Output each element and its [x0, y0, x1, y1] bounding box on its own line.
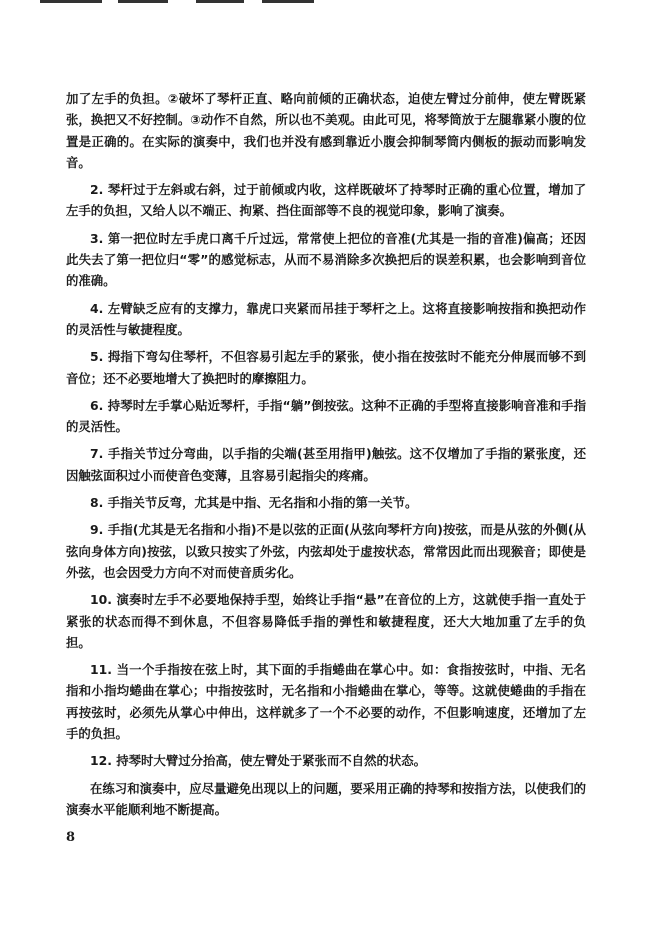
header-rule [262, 0, 314, 3]
paragraph: 3. 第一把位时左手虎口离千斤过远，常常使上把位的音准(尤其是一指的音准)偏高；还因此失去了第一把位归“零”的感觉标志，从而不易消除多次换把后的误差积累，也会影响到音位的准确。 [66, 230, 586, 289]
paragraph: 7. 手指关节过分弯曲，以手指的尖端(甚至用指甲)触弦。这不仅增加了手指的紧张度，还因触弦面积过小而使音色变薄，且容易引起指尖的疼痛。 [66, 446, 586, 483]
paragraph: 9. 手指(尤其是无名指和小指)不是以弦的正面(从弦向琴杆方向)按弦，而是从弦的外侧(从弦向身体方向)按弦，以致只按实了外弦，内弦却处于虚按状态，常常因此而出现猴音；即使是外弦，也会因受力方向不对而使音质劣化。 [66, 522, 586, 580]
header-rule [40, 0, 102, 3]
page-number: 8 [66, 830, 76, 845]
paragraph: 8. 手指关节反弯，尤其是中指、无名指和小指的第一关节。 [90, 495, 418, 511]
header-rules [0, 0, 655, 6]
paragraph: 12. 持琴时大臂过分抬高，使左臂处于紧张而不自然的状态。 [90, 753, 427, 769]
header-rule [118, 0, 168, 3]
paragraph: 2. 琴杆过于左斜或右斜，过于前倾或内收，这样既破坏了持琴时正确的重心位置，增加了左手的负担，又给人以不端正、拘紧、挡住面部等不良的视觉印象，影响了演奏。 [66, 182, 586, 219]
paragraph: 6. 持琴时左手掌心贴近琴杆，手指“躺”倒按弦。这种不正确的手型将直接影响音准和手指的灵活性。 [66, 397, 586, 435]
header-rule [196, 0, 244, 3]
closing-paragraph: 在练习和演奏中，应尽量避免出现以上的问题，要采用正确的持琴和按指方法，以使我们的演奏水平能顺利地不断提高。 [66, 780, 586, 817]
paragraph: 加了左手的负担。②破坏了琴杆正直、略向前倾的正确状态，迫使左臂过分前伸，使左臂既紧张，换把又不好控制。③动作不自然，所以也不美观。由此可见，将琴筒放于左腿靠紧小腹的位置是正确的。在实际的演奏中，我们也并没有感到靠近小腹会抑制琴筒内侧板的振动而影响发音。 [66, 91, 586, 170]
paragraph: 4. 左臂缺乏应有的支撑力，靠虎口夹紧而吊挂于琴杆之上。这将直接影响按指和换把动作的灵活性与敏捷程度。 [66, 300, 586, 337]
paragraph: 5. 拇指下弯勾住琴杆，不但容易引起左手的紧张，使小指在按弦时不能充分伸展而够不到音位；还不必要地增大了换把时的摩擦阻力。 [66, 349, 586, 386]
paragraph: 10. 演奏时左手不必要地保持手型，始终让手指“悬”在音位的上方，这就使手指一直处于紧张的状态而得不到休息，不但容易降低手指的弹性和敏捷程度，还大大地加重了左手的负担。 [66, 592, 586, 650]
page-body [66, 88, 586, 826]
paragraph: 11. 当一个手指按在弦上时，其下面的手指蜷曲在掌心中。如：食指按弦时，中指、无名指和小指均蜷曲在掌心；中指按弦时，无名指和小指蜷曲在掌心，等等。这就使蜷曲的手指在再按弦时，必须先从掌心中伸出，这样就多了一个不必要的动作，不但影响速度，还增加了左手的负担。 [66, 662, 586, 742]
